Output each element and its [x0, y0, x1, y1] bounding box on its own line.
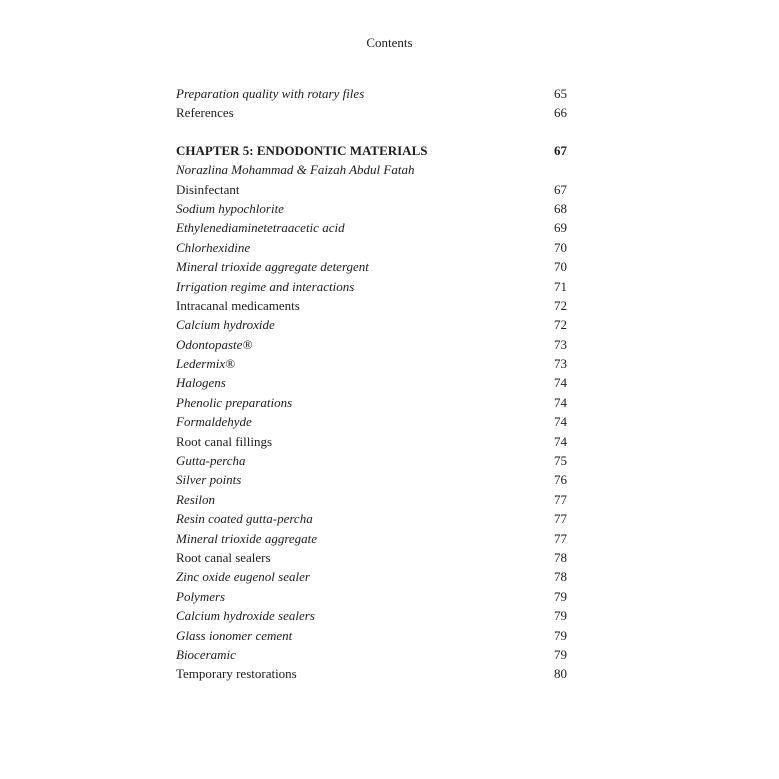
toc-entry-page-number: 74	[554, 414, 567, 430]
toc-entry-label: Silver points	[176, 472, 242, 488]
toc-entry-page-number: 77	[554, 511, 567, 527]
toc-row	[176, 335, 567, 354]
toc-row	[176, 84, 567, 103]
toc-entry-page-number: 75	[554, 453, 567, 469]
toc-entry-page-number: 67	[554, 181, 567, 197]
toc-entry-label: Glass ionomer cement	[176, 627, 293, 643]
toc-entry-page-number: 67	[554, 142, 567, 158]
toc-row	[176, 180, 567, 199]
toc-row	[176, 277, 567, 296]
toc-entry-label: Root canal sealers	[176, 549, 271, 565]
toc-entry-label: Root canal fillings	[176, 433, 273, 449]
toc-entry-page-number: 78	[554, 569, 567, 585]
toc-entry-page-number: 79	[554, 646, 567, 662]
toc-row	[176, 412, 567, 431]
page-title: Contents	[366, 35, 413, 50]
toc-entry-label: Polymers	[176, 588, 226, 604]
toc-entry-page-number: 68	[554, 200, 567, 216]
toc-entry-label: Phenolic preparations	[176, 394, 293, 410]
toc-entry-page-number: 70	[554, 259, 567, 275]
toc-entry-page-number: 74	[554, 375, 567, 391]
toc-row	[176, 257, 567, 276]
toc-row	[176, 470, 567, 489]
toc-entry-page-number: 65	[554, 86, 567, 101]
toc-row	[176, 238, 567, 257]
toc-entry-page-number: 77	[554, 491, 567, 507]
toc-entry-label: Resin coated gutta-percha	[176, 511, 313, 527]
toc-entry-page-number: 76	[554, 472, 567, 488]
toc-entry-page-number: 72	[554, 297, 567, 313]
toc-row	[176, 587, 567, 606]
toc-entry-label: Halogens	[176, 375, 226, 391]
toc-entry-page-number: 79	[554, 608, 567, 624]
toc-row	[176, 218, 567, 237]
toc-entry-label: Mineral trioxide aggregate	[176, 530, 318, 546]
toc-entry-page-number: 78	[554, 549, 567, 565]
toc-entry-label: Preparation quality with rotary files	[176, 86, 365, 101]
table-of-contents	[176, 84, 567, 684]
toc-row	[176, 567, 567, 586]
toc-row	[176, 529, 567, 548]
toc-entry-label: Ledermix®	[176, 356, 235, 372]
toc-entry-label: References	[176, 105, 234, 121]
toc-entry-page-number: 69	[554, 220, 567, 236]
toc-entry-label: Sodium hypochlorite	[176, 200, 284, 216]
toc-entry-page-number: 70	[554, 239, 567, 255]
toc-entry-label: CHAPTER 5: ENDODONTIC MATERIALS	[176, 142, 428, 158]
toc-entry-label: Formaldehyde	[176, 414, 252, 430]
toc-row	[176, 606, 567, 625]
toc-row	[176, 393, 567, 412]
toc-entry-page-number: 66	[554, 105, 567, 121]
toc-entry-page-number: 72	[554, 317, 567, 333]
toc-entry-label: Mineral trioxide aggregate detergent	[176, 259, 369, 275]
toc-entry-label: Disinfectant	[176, 181, 240, 197]
toc-row	[176, 296, 567, 315]
toc-entry-label: Odontopaste®	[176, 336, 253, 352]
toc-row	[176, 626, 567, 645]
toc-row	[176, 432, 567, 451]
toc-row	[176, 199, 567, 218]
toc-entry-page-number: 77	[554, 530, 567, 546]
toc-entry-page-number: 74	[554, 394, 567, 410]
toc-entry-label: Chlorhexidine	[176, 239, 251, 255]
toc-entry-label: Temporary restorations	[176, 666, 297, 682]
toc-entry-label: Norazlina Mohammad & Faizah Abdul Fatah	[176, 162, 415, 178]
toc-row	[176, 645, 567, 664]
toc-entry-page-number: 74	[554, 433, 567, 449]
toc-row	[176, 315, 567, 334]
toc-chapter-heading	[176, 141, 567, 160]
toc-entry-label: Resilon	[176, 491, 215, 507]
toc-row	[176, 354, 567, 373]
toc-entry-label: Bioceramic	[176, 646, 236, 662]
toc-row	[176, 490, 567, 509]
toc-entry-label: Calcium hydroxide sealers	[176, 608, 315, 624]
toc-entry-label: Ethylenediaminetetraacetic acid	[176, 220, 345, 236]
toc-entry-label: Zinc oxide eugenol sealer	[176, 569, 310, 585]
toc-entry-label: Gutta-percha	[176, 453, 246, 469]
toc-entry-label: Irrigation regime and interactions	[176, 278, 355, 294]
toc-row	[176, 373, 567, 392]
toc-entry-label: Intracanal medicaments	[176, 297, 300, 313]
toc-entry-page-number: 71	[554, 278, 567, 294]
toc-row	[176, 103, 567, 122]
toc-entry-page-number: 79	[554, 627, 567, 643]
toc-row	[176, 451, 567, 470]
toc-entry-label: Calcium hydroxide	[176, 317, 275, 333]
toc-entry-page-number: 80	[554, 666, 567, 682]
toc-row	[176, 664, 567, 683]
toc-row	[176, 548, 567, 567]
toc-spacer	[176, 123, 567, 141]
toc-entry-page-number: 73	[554, 356, 567, 372]
toc-entry-page-number: 73	[554, 336, 567, 352]
toc-entry-page-number: 79	[554, 588, 567, 604]
toc-row	[176, 509, 567, 528]
toc-author-line	[176, 160, 567, 179]
